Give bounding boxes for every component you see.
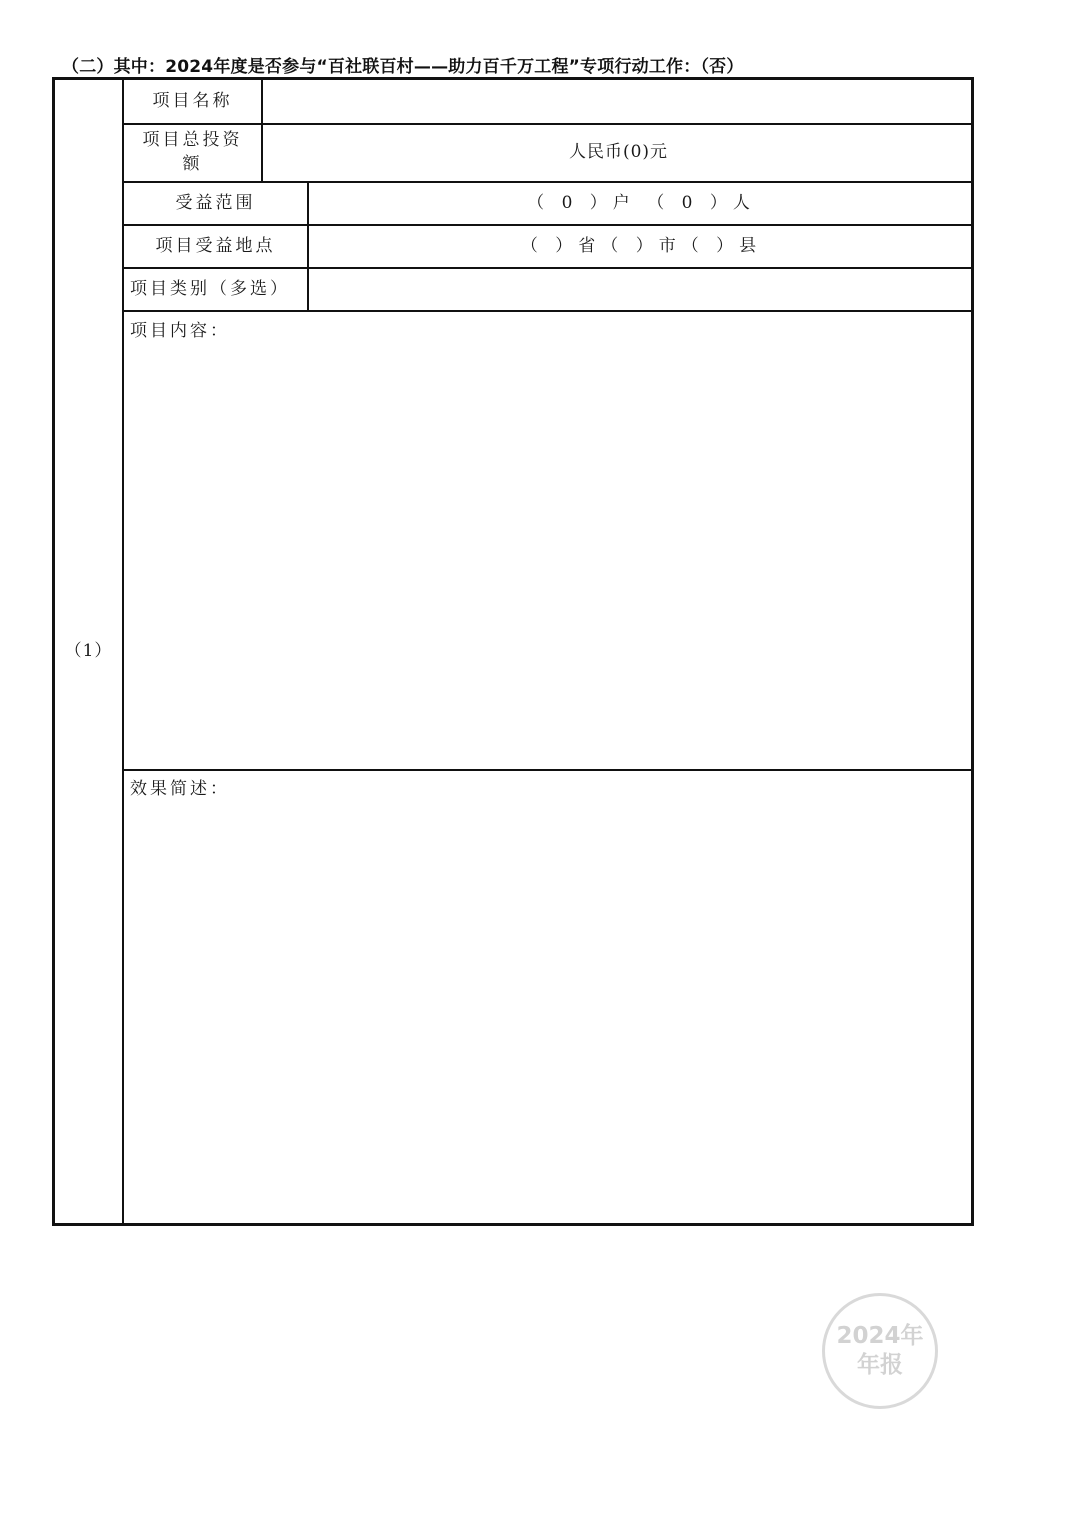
total-investment-label (124, 125, 261, 181)
beneficiary-scope-label: 受益范围 (175, 192, 256, 213)
row-divider (122, 310, 974, 312)
seal-line-report: 年报 (857, 1352, 903, 1378)
project-content-field[interactable] (124, 342, 974, 767)
effect-summary-field[interactable] (124, 800, 974, 1220)
annual-report-seal (822, 1293, 938, 1409)
project-category-field[interactable] (309, 269, 974, 310)
project-name-field[interactable] (263, 80, 974, 123)
row-number: （1） (64, 640, 113, 661)
project-category-label: 项目类别（多选） (130, 278, 290, 299)
beneficiary-location-label: 项目受益地点 (155, 235, 276, 256)
total-investment-label-line1: 项目总投资 (142, 130, 243, 151)
row-divider (122, 769, 974, 771)
seal-line-year: 2024年 (836, 1323, 924, 1350)
project-form-table (52, 77, 974, 1226)
project-content-label: 项目内容： (130, 321, 230, 341)
effect-summary-label: 效果简述： (130, 779, 230, 799)
beneficiary-location-field[interactable]: （ ）省（ ）市（ ）县 (520, 235, 763, 256)
project-name-label: 项目名称 (152, 90, 233, 111)
total-investment-label-line2: 额 (182, 154, 203, 174)
beneficiary-scope-field[interactable]: （ 0 ）户 （ 0 ）人 (527, 192, 756, 213)
total-investment-field[interactable]: 人民币(0)元 (568, 142, 669, 163)
section-heading: （二）其中：2024年度是否参与“百社联百村——助力百千万工程”专项行动工作：（否） (62, 57, 744, 77)
